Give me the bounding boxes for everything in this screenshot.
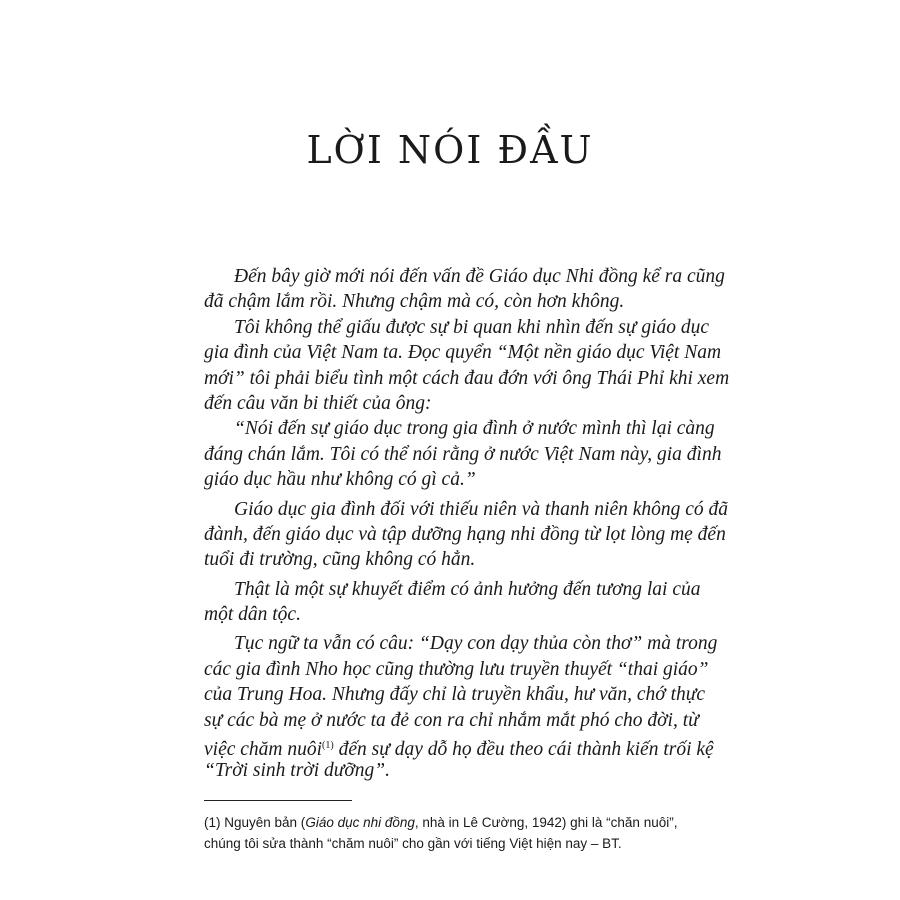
text-line: giáo dục hầu như không có gì cả.” — [204, 469, 476, 491]
text-line: Thật là một sự khuyết điểm có ảnh hưởng đến tương lai của — [234, 578, 701, 600]
paragraph — [204, 264, 724, 315]
text-line: Giáo dục gia đình đối với thiếu niên và thanh niên không có đã — [234, 498, 729, 520]
paragraph — [204, 315, 730, 417]
text-line: của Trung Hoa. Nhưng đấy chỉ là truyền khẩu, hư văn, chớ thực — [204, 684, 706, 706]
text-line: Tôi không thể giấu được sự bi quan khi nhìn đến sự giáo dục — [234, 316, 710, 338]
text-line: tuổi đi trường, cũng không có hẳn. — [204, 549, 476, 571]
text-span: , nhà in Lê Cường, 1942) ghi là “chăn nuôi”, — [414, 815, 678, 830]
text-line: các gia đình Nho học cũng thường lưu truyền thuyết “thai giáo” — [204, 658, 709, 680]
text-line: đành, đến giáo dục và tập dưỡng hạng nhi đồng từ lọt lòng mẹ đến — [204, 523, 726, 545]
footnote-divider — [204, 800, 352, 801]
text-span: đến sự dạy dỗ họ đều theo cái thành kiến trối kệ — [333, 739, 714, 761]
text-line: đáng chán lắm. Tôi có thể nói rằng ở nước Việt Nam này, gia đình — [204, 443, 722, 465]
footnote-line: chúng tôi sửa thành “chăm nuôi” cho gần với tiếng Việt hiện nay – BT. — [204, 836, 622, 851]
footnote-line — [204, 812, 724, 833]
paragraph — [204, 631, 724, 783]
footnote-marker: (1) — [322, 740, 334, 752]
text-span: việc chăm nuôi — [204, 739, 323, 761]
text-line: một dân tộc. — [204, 604, 301, 626]
text-line: “Trời sinh trời dưỡng”. — [204, 760, 391, 782]
paragraph — [204, 577, 724, 628]
text-line: Đến bây giờ mới nói đến vấn đề Giáo dục Nhi đồng kể ra cũng — [234, 266, 725, 287]
body-text — [204, 264, 730, 784]
page-title: LỜI NÓI ĐẦU — [306, 128, 594, 172]
text-line: đã chậm lắm rồi. Nhưng chậm mà có, còn hơn không. — [204, 291, 625, 313]
text-line: sự các bà mẹ ở nước ta đẻ con ra chỉ nhắm mắt phó cho đời, từ — [204, 709, 699, 731]
text-line: Tục ngữ ta vẫn có câu: “Dạy con dạy thủa còn thơ” mà trong — [234, 633, 718, 655]
paragraph — [204, 497, 729, 573]
text-line: đến câu văn bi thiết của ông: — [204, 392, 432, 414]
text-line: “Nói đến sự giáo dục trong gia đình ở nước mình thì lại càng — [234, 418, 715, 440]
paragraph — [204, 416, 724, 492]
footnote — [204, 812, 724, 854]
footnote-book-title: Giáo dục nhi đồng — [305, 815, 415, 830]
text-line: mới” tôi phải biểu tình một cách đau đớn với ông Thái Phỉ khi xem — [204, 367, 730, 389]
text-line: gia đình của Việt Nam ta. Đọc quyển “Một nền giáo dục Việt Nam — [204, 342, 722, 364]
text-span: (1) Nguyên bản ( — [204, 815, 306, 830]
text-line — [204, 733, 724, 761]
